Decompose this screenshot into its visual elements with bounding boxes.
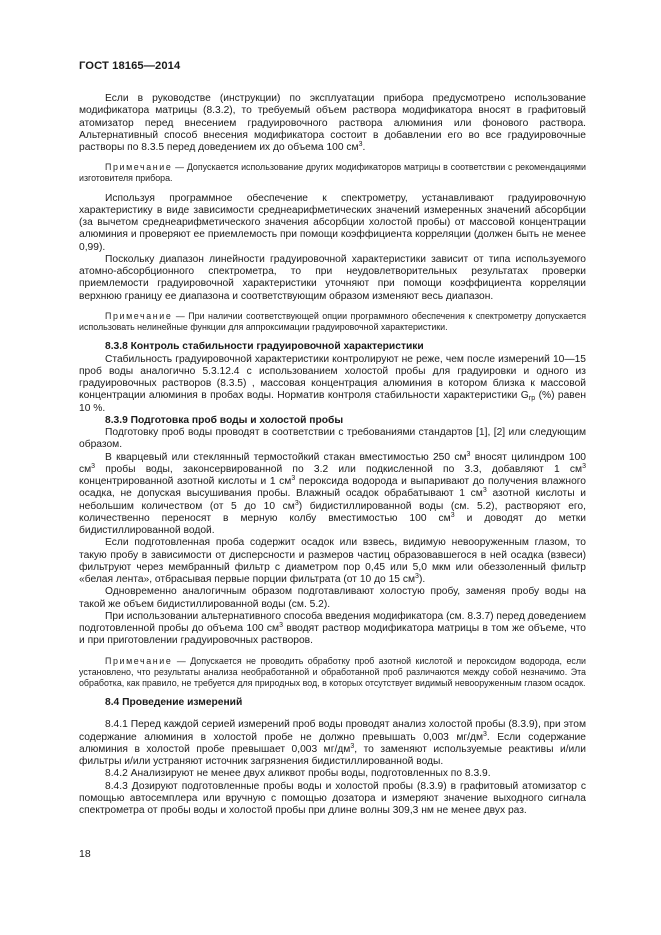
paragraph-alt-modifier: При использовании альтернативного способа введения модификатора (см. 8.3.7) перед доведением подготовленной пробы до объема 100 $см^3$ вводят раствор модификатора матрицы в том же объеме, что и при приготовлении градуировочных растворов. <box>79 610 586 647</box>
paragraph-stability-control: Стабильность градуировочной характеристики контролируют не реже, чем после измерений 10—15 проб воды аналогично 5.3.12.4 с использованием холостой пробы для градуировки и одного из градуировочных растворов (8.3.5) , массовая концентрация алюминия в котором близка к массовой концентрации алюминия в пробах воды. Норматив контроля стабильности характеристики $G_{гр}$ (%) равен 10 %. <box>79 353 586 414</box>
document-body <box>79 93 586 817</box>
heading-8-4: 8.4 Проведение измерений <box>105 697 243 709</box>
heading-8-3-9: 8.3.9 Подготовка проб воды и холостой пробы <box>105 414 344 426</box>
paragraph-8-4-2: 8.4.2 Анализируют не менее двух аликвот пробы воды, подготовленных по 8.3.9. <box>105 768 491 780</box>
note-no-treatment: Примечание — Допускается не проводить обработку проб азотной кислотой и пероксидом водорода, если установлено, что результаты анализа необработанной и обработанной проб различаются между собой незначимо. Эта обработка, как правило, не требуется для природных вод, в которых отсутствует видимый невооруженным глазом осадок. <box>79 655 586 688</box>
paragraph-modifier-intro: Если в руководстве (инструкции) по эксплуатации прибора предусмотрено использование модификатора матрицы (8.3.2), то требуемый объем раствора модификатора вносят в графитовый атомизатор перед внесением градуировочного раствора алюминия или фонового раствора. Альтернативный способ внесения модификатора состоит в добавлении его во все градуировочные растворы по 8.3.5 перед доведением их до объема 100 $см^3$. <box>79 93 586 153</box>
document-header: ГОСТ 18165—2014 <box>79 60 181 72</box>
note-modifiers: Примечание — Допускается использование других модификаторов матрицы в соответствии с рекомендациями изготовителя прибора. <box>79 162 586 184</box>
paragraph-blank-prep: Одновременно аналогичным образом подготавливают холостую пробу, заменяя пробу воды на такой же объем бидистиллированной воды (см. 5.2). <box>79 586 586 610</box>
paragraph-digestion: В кварцевый или стеклянный термостойкий стакан вместимостью 250 $см^3$ вносят цилиндром 100 $см^3$ пробы воды, законсервированной по 3.2 или подкисленной по 3.3, добавляют 1 $см^3$ концентрированной азотной кислоты и 1 $см^3$ пероксида водорода и выпаривают до получения влажного осадка, не допуская высушивания пробы. Влажный осадок обрабатывают 1 $см^3$ азотной кислоты и небольшим количеством (от 5 до 10 $см^3$) бидистиллированной воды (см. 5.2), растворяют его, количественно переносят в мерную колбу вместимостью 100 $см^3$ и доводят до метки бидистиллированной водой. <box>79 450 587 537</box>
heading-8-3-8: 8.3.8 Контроль стабильности градуировочной характеристики <box>105 341 424 353</box>
paragraph-linearity-range: Поскольку диапазон линейности градуировочной характеристики зависит от типа используемого атомно-абсорбционного спектрометра, то при неудовлетворительных результатах проверки приемлемости градуировочной характеристики уточняют при помощи коэффициента корреляции верхнюю границу ее диапазона и соответствующим образом изменяют весь диапазон. <box>79 253 586 302</box>
note-nonlinear: Примечание — При наличии соответствующей опции программного обеспечения к спектрометру допускается использовать нелинейные функции для аппроксимации градуировочной характеристики. <box>79 310 586 333</box>
page-number: 18 <box>79 848 91 860</box>
paragraph-calibration-software: Используя программное обеспечение к спектрометру, устанавливают градуировочную характеристику в виде зависимости среднеарифметических значений измеренных значений абсорбции (за вычетом среднеарифметического значения абсорбции холостой пробы) от массовой концентрации алюминия и проверяют ее приемлемость при помощи коэффициента корреляции (должен быть не менее 0,99). <box>79 192 586 253</box>
paragraph-8-4-1: 8.4.1 Перед каждой серией измерений проб воды проводят анализ холостой пробы (8.3.9), при этом содержание алюминия в холостой пробе не должно превышать 0,003 $мг/дм^3$. Если содержание алюминия в холостой пробе превышает 0,003 $мг/дм^3$, то заменяют используемые реактивы и/или фильтры и/или устраняют источник загрязнения бидистиллированной воды. <box>79 719 586 768</box>
paragraph-8-4-3: 8.4.3 Дозируют подготовленные пробы воды и холостой пробы (8.3.9) в графитовый атомизатор с помощью автосемплера или вручную с помощью дозатора и измеряют значение выходного сигнала спектрометра от пробы воды и холостой пробы при длине волны 309,3 нм не менее двух раз. <box>79 780 586 817</box>
paragraph-sample-prep: Подготовку проб воды проводят в соответствии с требованиями стандартов [1], [2] или следующим образом. <box>79 427 586 451</box>
paragraph-filtration: Если подготовленная проба содержит осадок или взвесь, видимую невооруженным глазом, то такую пробу в зависимости от дисперсности и размеров частиц образовавшегося в ней осадка (взвеси) фильтруют через мембранный фильтр с диаметром пор 0,45 или 5,0 мкм или обеззоленный фильтр «белая лента», отбрасывая первые порции фильтрата (от 10 до 15 $см^3$). <box>79 537 586 586</box>
